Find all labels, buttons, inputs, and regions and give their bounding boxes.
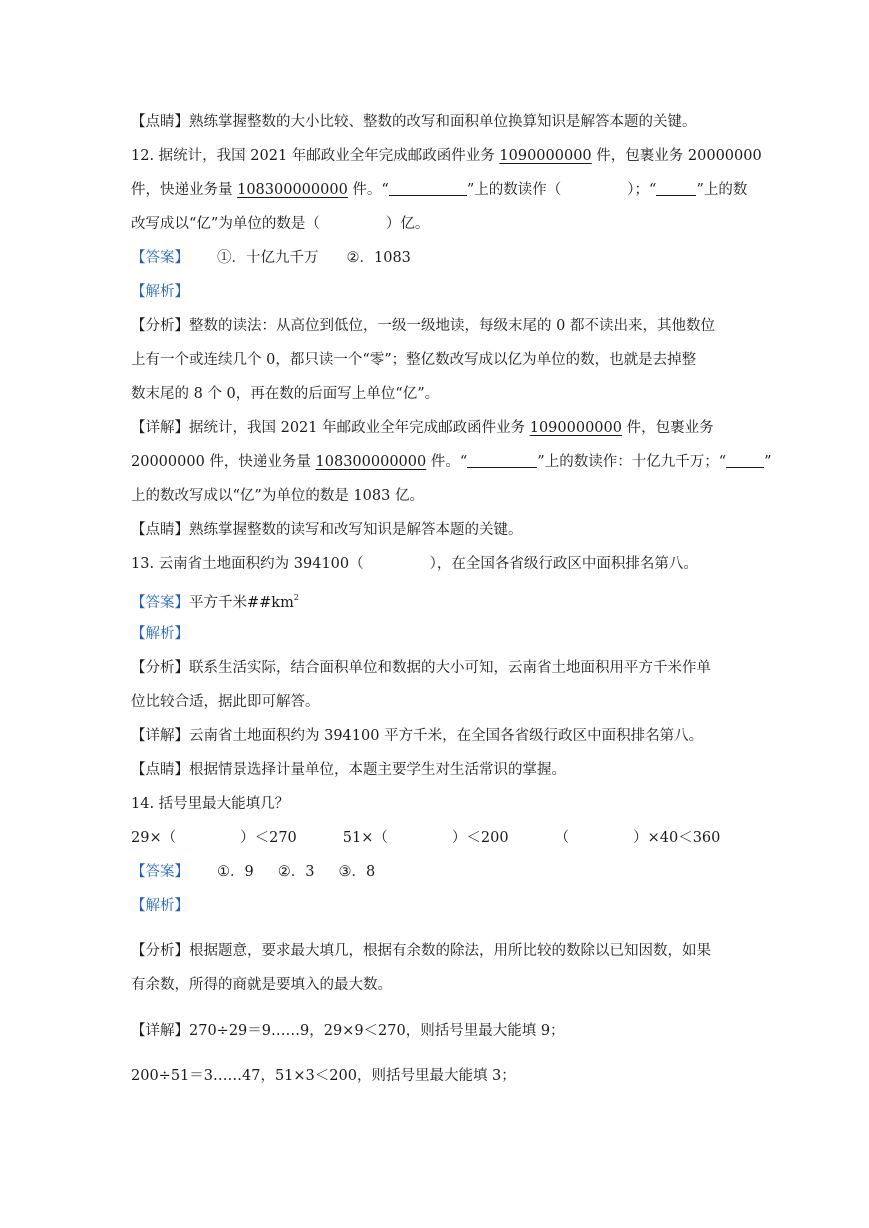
q13-text: 13. 云南省土地面积约为 394100（ <box>131 556 364 572</box>
answer-sup: 2 <box>293 593 299 602</box>
q12-fenxi-line1 <box>131 315 737 337</box>
q13-answer <box>131 587 299 614</box>
q12-num2: 108300000000 <box>237 182 348 198</box>
answer-tag: 【答案】 <box>131 250 189 266</box>
dianjing-text: 根据情景选择计量单位，本题主要学生对生活常识的掌握。 <box>189 762 566 778</box>
answer-3: ③．8 <box>338 864 376 880</box>
q12-text: ”上的数读作（ <box>466 182 562 198</box>
dianjing-text: 熟练掌握整数的读写和改写知识是解答本题的关键。 <box>189 522 523 538</box>
dianjing-text: 熟练掌握整数的大小比较、整数的改写和面积单位换算知识是解答本题的关键。 <box>189 114 697 130</box>
xiangjie-text: 据统计，我国 2021 年邮政业全年完成邮政函件业务 <box>189 420 530 436</box>
q12-text: 件，快递业务量 <box>131 182 238 198</box>
q14-stem <box>131 793 289 815</box>
dianjing-tag: 【点睛】 <box>131 522 189 538</box>
expr2-right: ）＜200 <box>451 830 509 846</box>
xiangjie-text: 件。“ <box>426 454 468 470</box>
xj-num2: 108300000000 <box>315 454 427 470</box>
q14-answer <box>131 861 375 883</box>
q14-fenxi-line1 <box>131 940 711 962</box>
q12-text: 12. 据统计，我国 2021 年邮政业全年完成邮政函件业务 <box>131 148 500 164</box>
expr1-left: 29×（ <box>131 830 177 846</box>
fenxi-text: 根据题意，要求最大填几，根据有余数的除法，用所比较的数除以已知因数，如果 <box>189 943 711 959</box>
xiangjie-tag: 【详解】 <box>131 728 189 744</box>
q13-fenxi-line2 <box>131 691 320 713</box>
answer-2: ②．1083 <box>346 250 411 266</box>
answer-tag: 【答案】 <box>131 864 189 880</box>
q12-text: 件。“ <box>347 182 389 198</box>
q13-fenxi-line1 <box>131 657 711 679</box>
fenxi-tag: 【分析】 <box>131 660 189 676</box>
q12-text: ）亿。 <box>385 216 430 232</box>
fenxi-text: 有余数，所得的商就是要填入的最大数。 <box>131 977 392 993</box>
q12-xiangjie-line3 <box>131 485 424 507</box>
expr2-left: 51×（ <box>342 830 388 846</box>
q12-stem-line3 <box>131 213 429 235</box>
expr1-right: ）＜270 <box>240 830 297 846</box>
jiexi-tag: 【解析】 <box>131 284 189 300</box>
jiexi-tag: 【解析】 <box>131 898 189 914</box>
q12-fenxi-line2 <box>131 349 696 371</box>
q12-stem-line2 <box>131 179 747 201</box>
q12-jiexi <box>131 281 189 303</box>
q12-blank-long <box>389 181 467 196</box>
q12-xiangjie-line2 <box>131 451 772 473</box>
q12-stem-line1 <box>131 145 762 167</box>
q14-xiangjie-line1 <box>131 1020 565 1042</box>
q14-expressions <box>131 827 720 849</box>
jiexi-tag: 【解析】 <box>131 626 189 642</box>
fenxi-tag: 【分析】 <box>131 943 189 959</box>
expr3-left: （ <box>554 830 570 846</box>
expr3-right: ）×40＜360 <box>633 830 721 846</box>
xiangjie-text: 270÷29＝9……9，29×9＜270，则括号里最大能填 9； <box>189 1023 565 1039</box>
answer-text: 平方千米##km <box>189 595 294 611</box>
xiangjie-tag: 【详解】 <box>131 420 189 436</box>
answer-tag: 【答案】 <box>131 595 189 611</box>
q11-dianjing <box>131 111 697 133</box>
xj-blank-short <box>726 453 764 468</box>
xiangjie-text: ”上的数读作：十亿九千万；“ <box>537 454 727 470</box>
dianjing-tag: 【点睛】 <box>131 114 189 130</box>
xiangjie-text: ” <box>764 454 772 470</box>
q12-text: ）；“ <box>627 182 657 198</box>
dianjing-tag: 【点睛】 <box>131 762 189 778</box>
q13-jiexi <box>131 623 189 645</box>
xiangjie-tag: 【详解】 <box>131 1023 189 1039</box>
fenxi-text: 数末尾的 8 个 0，再在数的后面写上单位“亿”。 <box>131 386 440 402</box>
xj-num1: 1090000000 <box>529 420 622 436</box>
xj-blank-long <box>467 453 537 468</box>
answer-2: ②．3 <box>277 864 315 880</box>
q12-text: 件，包裹业务 20000000 <box>591 148 762 164</box>
q14-text: 14. 括号里最大能填几？ <box>131 796 290 812</box>
xiangjie-text: 20000000 件，快递业务量 <box>131 454 316 470</box>
q12-fenxi-line3 <box>131 383 439 405</box>
q12-dianjing <box>131 519 523 541</box>
q12-xiangjie-line1 <box>131 417 714 439</box>
q14-xiangjie-line2 <box>131 1065 516 1087</box>
q14-jiexi <box>131 895 189 917</box>
fenxi-text: 上有一个或连续几个 0，都只读一个“零”；整亿数改写成以亿为单位的数，也就是去掉整 <box>131 352 697 368</box>
xiangjie-text: 云南省土地面积约为 394100 平方千米，在全国各省级行政区中面积排名第八。 <box>189 728 704 744</box>
fenxi-tag: 【分析】 <box>131 318 189 334</box>
answer-1: ①．9 <box>217 864 254 880</box>
q14-fenxi-line2 <box>131 974 392 996</box>
q12-text: 改写成以“亿”为单位的数是（ <box>131 216 320 232</box>
xiangjie-text: 200÷51＝3……47，51×3＜200，则括号里最大能填 3； <box>131 1068 516 1084</box>
q13-dianjing <box>131 759 566 781</box>
fenxi-text: 联系生活实际，结合面积单位和数据的大小可知，云南省土地面积用平方千米作单 <box>189 660 711 676</box>
q12-num1: 1090000000 <box>499 148 592 164</box>
q12-blank-short <box>656 181 696 196</box>
q13-text: ），在全国各省级行政区中面积排名第八。 <box>429 556 698 572</box>
fenxi-text: 位比较合适，据此即可解答。 <box>131 694 320 710</box>
q12-text: ”上的数 <box>696 182 748 198</box>
q13-stem <box>131 553 698 575</box>
q13-xiangjie <box>131 725 703 747</box>
xiangjie-text: 件，包裹业务 <box>622 420 714 436</box>
q12-answer <box>131 247 411 269</box>
xiangjie-text: 上的数改写成以“亿”为单位的数是 1083 亿。 <box>131 488 424 504</box>
answer-1: ①．十亿九千万 <box>217 250 319 266</box>
fenxi-text: 整数的读法：从高位到低位，一级一级地读，每级末尾的 0 都不读出来，其他数位 <box>189 318 715 334</box>
